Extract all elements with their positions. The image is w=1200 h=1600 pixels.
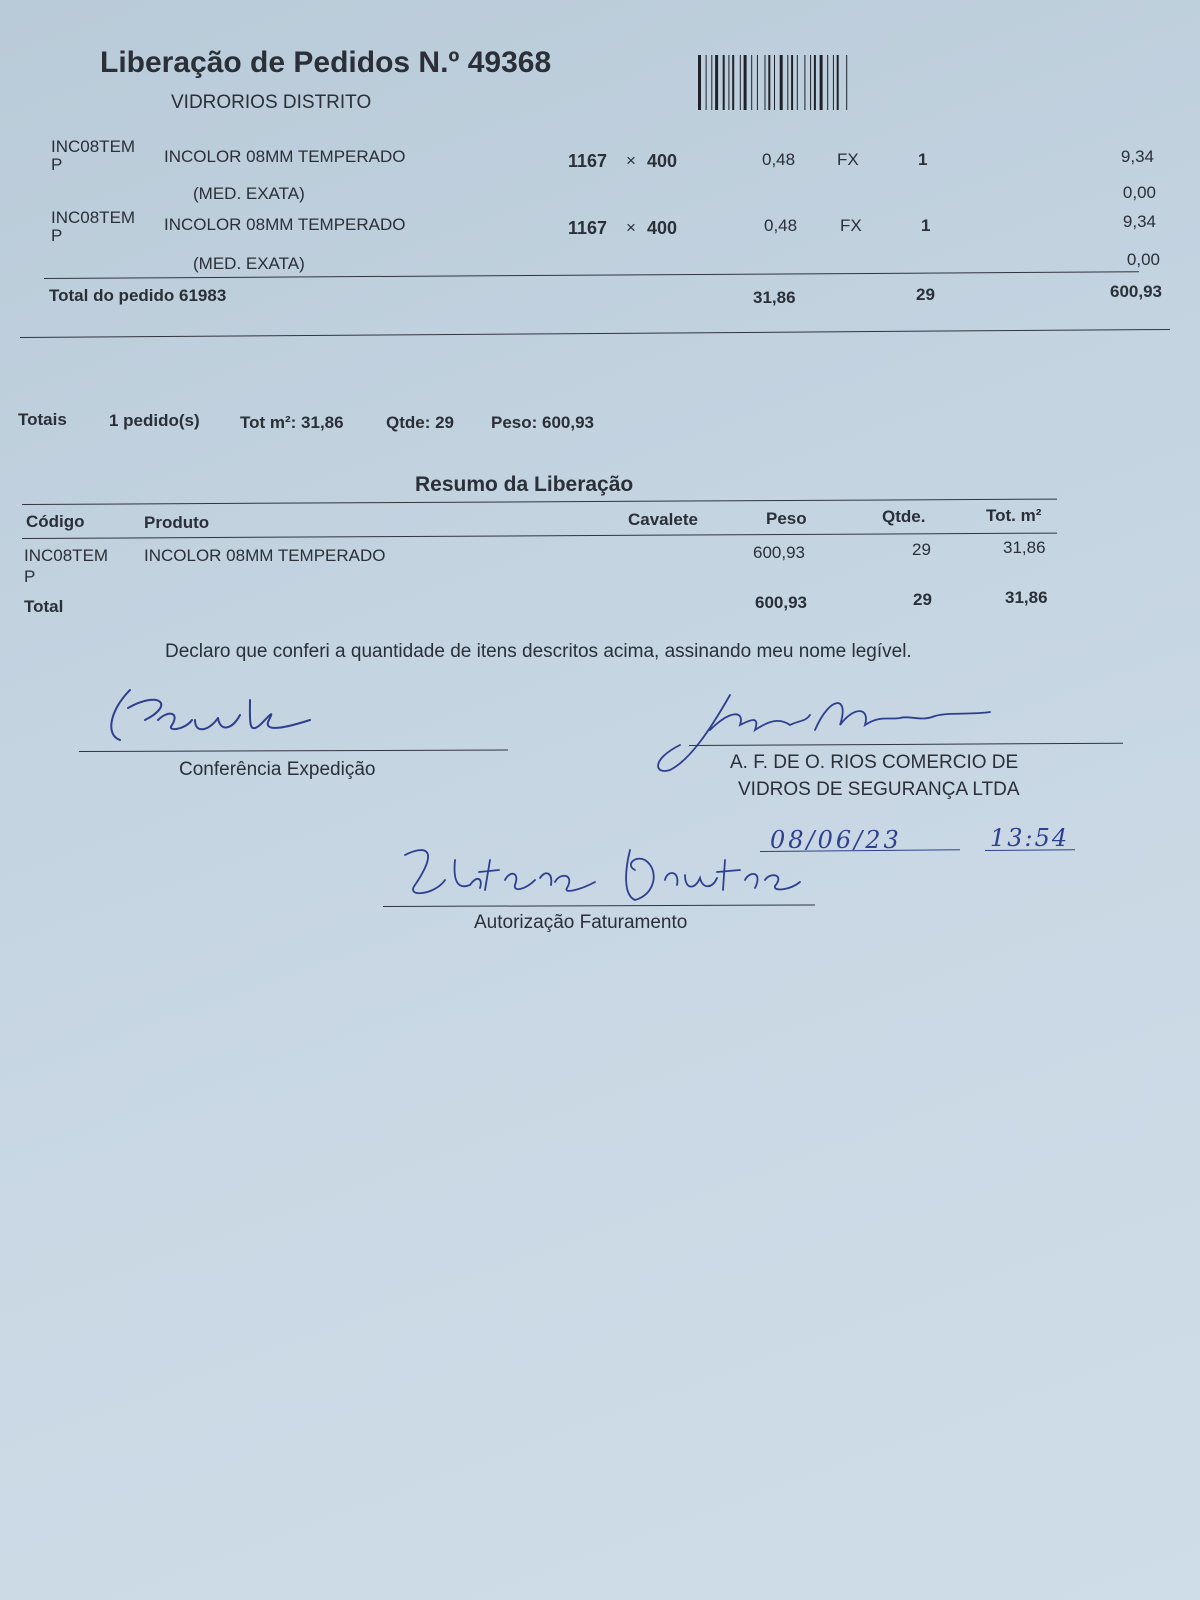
totals-orders: 1 pedido(s) — [109, 411, 200, 430]
note-value: 0,00 — [1122, 183, 1156, 202]
signature-label-expedition: Conferência Expedição — [179, 759, 376, 780]
unit: FX — [840, 216, 862, 235]
product-code-suffix: P — [51, 155, 63, 174]
signature-label-billing: Autorização Faturamento — [474, 912, 688, 933]
dimension-height: 400 — [647, 151, 678, 171]
totals-weight: Peso: 600,93 — [491, 413, 595, 432]
summary-total-m2: 31,86 — [1005, 588, 1048, 607]
totals-qty: Qtde: 29 — [386, 413, 455, 432]
product-code-suffix: P — [24, 567, 36, 586]
area-m2: 0,48 — [764, 216, 798, 235]
divider — [20, 329, 1170, 338]
header-qty: Qtde. — [882, 507, 926, 526]
signature-billing — [395, 840, 825, 910]
summary-total-label: Total — [24, 597, 64, 616]
company-line-2: VIDROS DE SEGURANÇA LTDA — [738, 779, 1020, 800]
summary-weight: 600,93 — [753, 543, 805, 562]
company-name: VIDRORIOS DISTRITO — [171, 92, 372, 113]
order-total-qty: 29 — [916, 285, 935, 304]
summary-m2: 31,86 — [1003, 538, 1046, 557]
totals-label: Totais — [18, 410, 67, 429]
quantity: 1 — [921, 216, 931, 235]
header-product: Produto — [144, 513, 210, 532]
line-note: (MED. EXATA) — [193, 184, 305, 203]
declaration-text: Declaro que conferi a quantidade de itens descritos acima, assinando meu nome legível. — [165, 641, 912, 662]
note-value: 0,00 — [1126, 250, 1160, 269]
barcode — [698, 55, 894, 110]
signature-expedition — [100, 680, 330, 760]
dimension-times: × — [626, 151, 636, 170]
summary-total-qty: 29 — [913, 590, 932, 609]
product-code: INC08TEM — [51, 208, 136, 227]
summary-header-rule — [22, 533, 1057, 539]
company-line-1: A. F. DE O. RIOS COMERCIO DE — [730, 752, 1019, 773]
line-note: (MED. EXATA) — [193, 254, 305, 273]
dimension-width: 1167 — [568, 218, 608, 238]
unit: FX — [837, 150, 859, 169]
header-rack: Cavalete — [628, 510, 698, 529]
product-code: INC08TEM — [51, 137, 136, 156]
header-m2: Tot. m² — [986, 506, 1042, 525]
product-code: INC08TEM — [24, 546, 109, 565]
order-total-m2: 31,86 — [753, 288, 796, 307]
summary-total-weight: 600,93 — [755, 593, 807, 612]
summary-title: Resumo da Liberação — [415, 473, 634, 496]
product-name: INCOLOR 08MM TEMPERADO — [144, 546, 386, 565]
dimension-width: 1167 — [568, 151, 608, 171]
handwritten-date: 08/06/23 — [770, 826, 902, 854]
totals-m2: Tot m²: 31,86 — [240, 413, 344, 432]
product-name: INCOLOR 08MM TEMPERADO — [164, 215, 406, 234]
header-weight: Peso — [766, 509, 807, 528]
header-code: Código — [26, 512, 85, 531]
line-value: 9,34 — [1120, 147, 1154, 166]
summary-top-rule — [22, 499, 1057, 505]
dimension-times: × — [626, 218, 636, 237]
order-total-weight: 600,93 — [1110, 282, 1162, 301]
area-m2: 0,48 — [762, 150, 796, 169]
handwritten-time: 13:54 — [990, 824, 1070, 852]
line-value: 9,34 — [1122, 212, 1156, 231]
product-code-suffix: P — [51, 226, 63, 245]
document-title: Liberação de Pedidos N.º 49368 — [100, 46, 552, 79]
product-name: INCOLOR 08MM TEMPERADO — [164, 147, 406, 166]
quantity: 1 — [918, 150, 928, 169]
summary-qty: 29 — [912, 540, 931, 559]
dimension-height: 400 — [647, 218, 678, 238]
order-total-label: Total do pedido 61983 — [49, 286, 227, 305]
